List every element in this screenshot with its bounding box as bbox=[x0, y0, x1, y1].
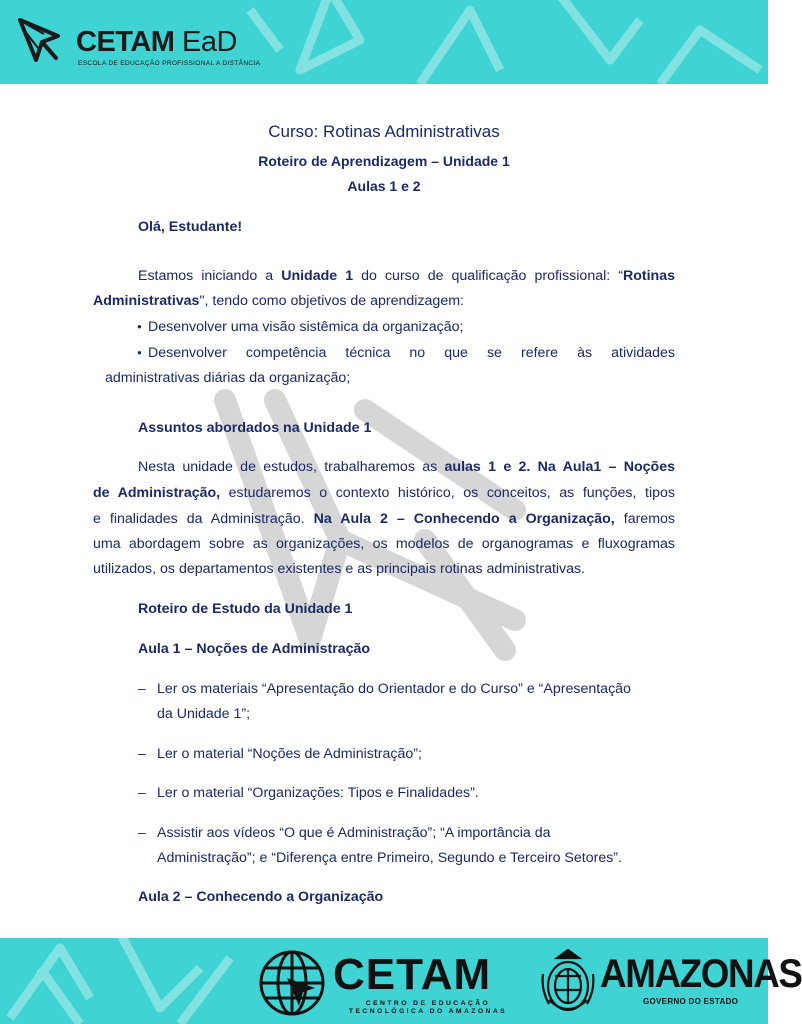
footer-logos bbox=[255, 944, 802, 1020]
subjects-line-5: utilizados, os departamentos existentes e as principais rotinas administrativas. bbox=[93, 561, 586, 577]
document-subtitle: Roteiro de Aprendizagem – Unidade 1 bbox=[258, 153, 510, 169]
intro-line-2: Administrativas", tendo como objetivos de aprendizagem: bbox=[93, 293, 464, 309]
list-dash: – bbox=[138, 745, 146, 761]
aula1-item-continued: Administração”; e “Diferença entre Primeiro, Segundo e Terceiro Setores”. bbox=[157, 850, 622, 866]
subjects-line-1: Nesta unidade de estudos, trabalharemos as aulas 1 e 2. Na Aula1 – Noções bbox=[138, 459, 675, 475]
aula1-item: Assistir aos vídeos “O que é Administração”; “A importância da bbox=[157, 825, 551, 841]
intro-line-1: Estamos iniciando a Unidade 1 do curso de qualificação profissional: “Rotinas bbox=[138, 268, 675, 284]
bullet-dot: ● bbox=[137, 322, 142, 331]
subjects-line-4: uma abordagem sobre as organizações, os modelos de organogramas e fluxogramas bbox=[93, 536, 675, 552]
cetam-wordmark: CETAM bbox=[333, 950, 492, 999]
brand-name: CETAM EaD bbox=[76, 26, 237, 58]
amazonas-coat-of-arms-icon bbox=[539, 946, 597, 1018]
globe-icon bbox=[257, 948, 327, 1018]
objective-item: Desenvolver competência técnica no que se refere às atividades bbox=[148, 345, 675, 361]
brand-tagline: ESCOLA DE EDUCAÇÃO PROFISSIONAL A DISTÂNCIA bbox=[78, 60, 261, 67]
lessons-label: Aulas 1 e 2 bbox=[347, 178, 421, 194]
objective-item: Desenvolver uma visão sistêmica da organização; bbox=[148, 319, 464, 335]
list-dash: – bbox=[138, 680, 146, 696]
cetam-subtitle: CENTRO DE EDUCAÇÃO TECNOLÓGICA DO AMAZONAS bbox=[348, 1000, 508, 1015]
section-heading-subjects: Assuntos abordados na Unidade 1 bbox=[138, 420, 372, 436]
greeting: Olá, Estudante! bbox=[138, 219, 243, 235]
header-band bbox=[0, 0, 768, 84]
subjects-line-2: de Administração, estudaremos o contexto histórico, os conceitos, as funções, tipos bbox=[93, 485, 675, 501]
cetam-ead-logo bbox=[14, 12, 284, 72]
amazonas-wordmark: AMAZONAS bbox=[600, 952, 802, 996]
list-dash: – bbox=[138, 784, 146, 800]
bullet-dot: ● bbox=[137, 348, 142, 357]
subjects-line-3: e finalidades da Administração. Na Aula 2 – Conhecendo a Organização, faremos bbox=[93, 511, 675, 527]
objective-item-continued: administrativas diárias da organização; bbox=[105, 370, 351, 386]
aula1-item: Ler o material “Noções de Administração”; bbox=[157, 746, 422, 762]
aula1-heading: Aula 1 – Noções de Administração bbox=[138, 641, 371, 657]
list-dash: – bbox=[138, 824, 146, 840]
cursor-icon bbox=[14, 14, 70, 70]
section-heading-study-guide: Roteiro de Estudo da Unidade 1 bbox=[138, 601, 353, 617]
course-title: Curso: Rotinas Administrativas bbox=[268, 122, 500, 141]
state-government-label: GOVERNO DO ESTADO bbox=[643, 997, 739, 1006]
aula1-item: Ler os materiais “Apresentação do Orientador e do Curso” e “Apresentação bbox=[157, 681, 631, 697]
aula2-heading: Aula 2 – Conhecendo a Organização bbox=[138, 889, 384, 905]
aula1-item: Ler o material “Organizações: Tipos e Finalidades”. bbox=[157, 785, 479, 801]
aula1-item-continued: da Unidade 1”; bbox=[157, 706, 251, 722]
